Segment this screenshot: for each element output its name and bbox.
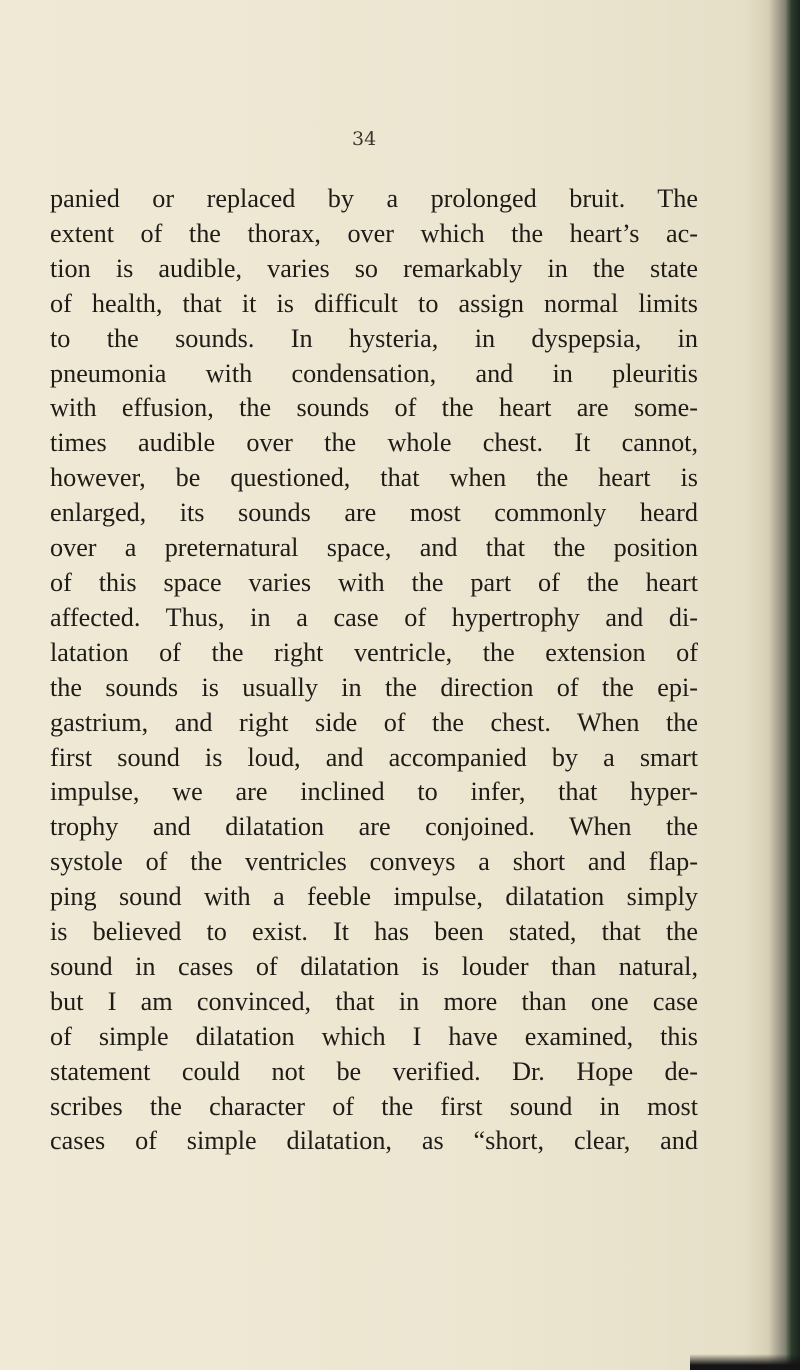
text-line: panied or replaced by a prolonged bruit. The xyxy=(50,184,698,213)
corner-shadow xyxy=(690,1354,800,1370)
text-line: sound in cases of dilatation is louder than natural, xyxy=(50,951,698,981)
text-line: latation of the right ventricle, the extension of xyxy=(50,637,698,667)
text-line: statement could not be verified. Dr. Hope de- xyxy=(50,1056,698,1086)
text-line: ping sound with a feeble impulse, dilatation simply xyxy=(50,882,698,912)
body-text xyxy=(50,182,698,1159)
text-line: is believed to exist. It has been stated, that the xyxy=(50,917,698,947)
text-line: gastrium, and right side of the chest. When the xyxy=(50,707,698,737)
text-line: pneumonia with condensation, and in pleuritis xyxy=(50,358,698,388)
text-line: trophy and dilatation are conjoined. When the xyxy=(50,812,698,842)
text-line: of health, that it is difficult to assign normal limits xyxy=(50,288,698,318)
text-line: over a preternatural space, and that the position xyxy=(50,533,698,563)
text-line: of simple dilatation which I have examined, this xyxy=(50,1021,698,1051)
text-line: with effusion, the sounds of the heart are some- xyxy=(50,393,698,423)
text-line: to the sounds. In hysteria, in dyspepsia, in xyxy=(50,323,698,353)
text-line: impulse, we are inclined to infer, that hyper- xyxy=(50,777,698,807)
text-line: systole of the ventricles conveys a short and flap- xyxy=(50,847,698,877)
text-line: times audible over the whole chest. It cannot, xyxy=(50,428,698,458)
text-line: but I am convinced, that in more than one case xyxy=(50,986,698,1016)
book-edge xyxy=(786,0,800,1370)
page-number: 34 xyxy=(352,128,377,150)
text-line: cases of simple dilatation, as “short, clear, and xyxy=(50,1126,698,1156)
text-line: scribes the character of the first sound in most xyxy=(50,1091,698,1121)
text-line: however, be questioned, that when the heart is xyxy=(50,463,698,493)
text-line: first sound is loud, and accompanied by a smart xyxy=(50,742,698,772)
text-line: the sounds is usually in the direction of the epi- xyxy=(50,672,698,702)
text-line: extent of the thorax, over which the heart’s ac- xyxy=(50,218,698,248)
text-line: affected. Thus, in a case of hypertrophy and di- xyxy=(50,602,698,632)
text-line: of this space varies with the part of the heart xyxy=(50,567,698,597)
text-line: tion is audible, varies so remarkably in the state xyxy=(50,253,698,283)
text-line: enlarged, its sounds are most commonly heard xyxy=(50,498,698,528)
